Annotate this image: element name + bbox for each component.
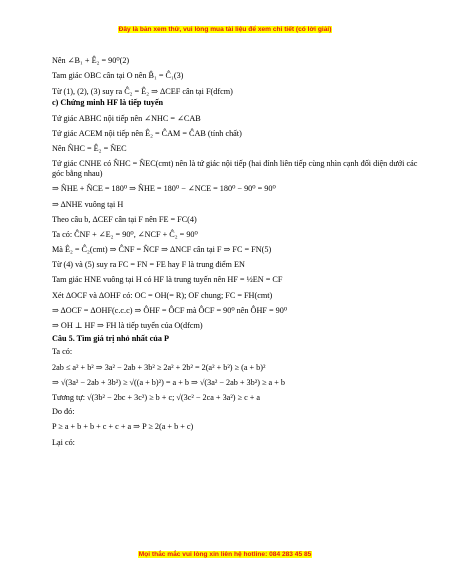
text-line: Mà Ê₂ = Ĉ₂(cmt) ⇒ ĈNF = N̂CF ⇒ ΔNCF cân tại F ⇒ FC = FN(5) bbox=[52, 245, 272, 255]
text-line: ⇒ N̂HE + N̂CE = 180⁰ ⇒ N̂HE = 180⁰ − ∠NCE = 180⁰ − 90⁰ = 90⁰ bbox=[52, 184, 276, 194]
text-line: Từ (1), (2), (3) suy ra Ĉ₂ = Ê₂ ⇒ ΔCEF cân tại F(dfcm) bbox=[52, 87, 233, 97]
text-line: Tứ giác ACEM nội tiếp nên Ê₂ = ĈAM = ĈAB (tính chất) bbox=[52, 128, 242, 138]
text-line: Tương tự: √(3b² − 2bc + 3c²) ≥ b + c; √(3c² − 2ca + 3a²) ≥ c + a bbox=[52, 392, 261, 402]
text-line: Từ (4) và (5) suy ra FC = FN = FE hay F là trung điểm EN bbox=[52, 260, 245, 270]
section-heading: Câu 5. Tìm giá trị nhỏ nhất của P bbox=[52, 334, 169, 344]
document-body bbox=[52, 56, 424, 453]
text-line: Theo câu b, ΔCEF cân tại F nên FE = FC(4) bbox=[52, 214, 197, 224]
text-line: Tứ giác ABHC nội tiếp nên ∠NHC = ∠CAB bbox=[52, 113, 201, 123]
text-line: Tam giác HNE vuông tại H có HF là trung tuyến nên HF = ½EN = CF bbox=[52, 275, 283, 285]
text-line: Do đó: bbox=[52, 407, 75, 417]
text-line: 2ab ≤ a² + b² ⇒ 3a² − 2ab + 3b² ≥ 2a² + 2b² = 2(a² + b²) ≥ (a + b)² bbox=[52, 362, 266, 372]
text-line: Xét ΔOCF và ΔOHF có: OC = OH(= R); OF chung; FC = FH(cmt) bbox=[52, 290, 273, 300]
text-line: ⇒ ΔNHE vuông tại H bbox=[52, 199, 124, 209]
text-line: P ≥ a + b + b + c + c + a ⇒ P ≥ 2(a + b + c) bbox=[52, 422, 194, 432]
section-heading: c) Chứng minh HF là tiếp tuyến bbox=[52, 98, 164, 108]
text-line: ⇒ ΔOCF = ΔOHF(c.c.c) ⇒ ÔHF = ÔCF mà ÔCF = 90⁰ nên ÔHF = 90⁰ bbox=[52, 305, 288, 315]
hotline-banner: Mọi thắc mắc vui lòng xin liên hệ hotline: 084 283 45 85 bbox=[138, 551, 312, 558]
text-line: Lại có: bbox=[52, 437, 75, 447]
text-line: Nên N̂HC = Ê₂ = N̂EC bbox=[52, 143, 127, 153]
text-line: ⇒ OH ⊥ HF ⇒ FH là tiếp tuyến của O(dfcm) bbox=[52, 321, 203, 330]
text-line: Ta có: bbox=[52, 347, 73, 357]
text-line: Nên ∠B₁ + Ê₂ = 90⁰(2) bbox=[52, 56, 130, 65]
text-line: Tứ giác CNHE có N̂HC = N̂EC(cmt) nên là tứ giác nội tiếp (hai đỉnh liên tiếp cùng nhìn cạnh đối diện dưới các góc bằng nhau) bbox=[52, 159, 418, 179]
text-line: ⇒ √(3a² − 2ab + 3b²) ≥ √((a + b)²) = a + b ⇒ √(3a² − 2ab + 3b²) ≥ a + b bbox=[52, 377, 285, 387]
preview-banner: Đây là bản xem thử, vui lòng mua tài liệu để xem chi tiết (có lời giải) bbox=[118, 26, 332, 33]
text-line: Tam giác OBC cân tại O nên B̂₁ = Ĉ₁(3) bbox=[52, 71, 184, 81]
text-line: Ta có: ĈNF + ∠E₂ = 90⁰, ∠NCF + Ĉ₂ = 90⁰ bbox=[52, 229, 198, 239]
